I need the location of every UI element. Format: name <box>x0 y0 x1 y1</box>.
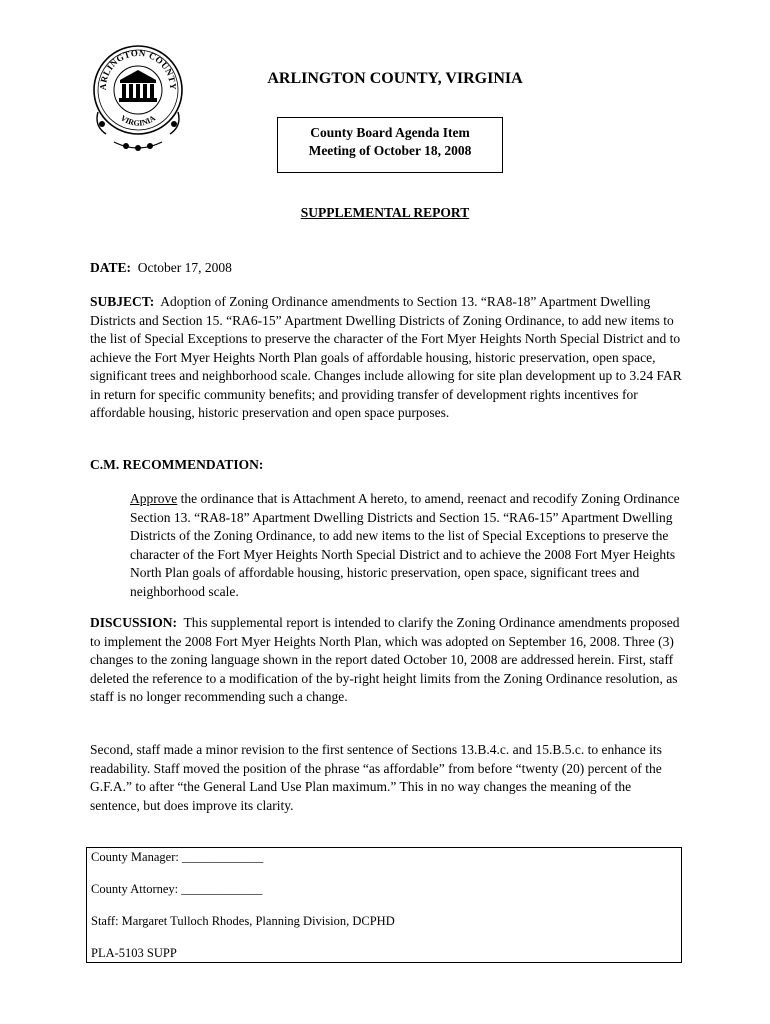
meeting-date: Meeting of October 18, 2008 <box>308 143 472 158</box>
arlington-county-seal <box>90 42 186 158</box>
discussion-paragraph-2: Second, staff made a minor revision to the first sentence of Sections 13.B.4.c. and 15.B.5.c. to enhance its readability. Staff moved the position of the phrase “as affordable” from before “twenty (20) percent of the G.F.A.” to after “the General Land Use Plan maximum.” This in no way changes the meaning of the sentence, but does improve its clarity. <box>90 742 662 813</box>
agenda-item-box <box>277 117 503 173</box>
seal-top-text: ARLINGTON COUNTY <box>97 47 179 91</box>
recommendation-paragraph <box>130 490 680 601</box>
county-attorney-line: County Attorney: _____________ <box>91 882 263 896</box>
report-code: PLA-5103 SUPP <box>91 946 177 960</box>
recommendation-text: the ordinance that is Attachment A hereto, to amend, reenact and recodify Zoning Ordinance Section 13. “RA8-18” Apartment Dwelling Districts and Section 15. “RA6-15” Apartment Dwelling Districts of the Zoning Ordinance, to add new items to the list of Special Exceptions to preserve the character of the Fort Myer Heights North Special District and to achieve the 2008 Fort Myer Heights North Plan goals of affordable housing, historic preservation, open space, significant trees and neighborhood scale. <box>130 491 680 599</box>
discussion-paragraph <box>90 614 682 707</box>
county-title: ARLINGTON COUNTY, VIRGINIA <box>267 70 523 87</box>
signature-box <box>86 847 682 963</box>
subject-label: SUBJECT: <box>90 294 155 309</box>
svg-text:VIRGINIA <box>119 113 157 127</box>
seal-bottom-text: VIRGINIA <box>118 113 158 128</box>
approve-word: Approve <box>130 491 178 506</box>
date-line <box>90 259 680 278</box>
staff-line: Staff: Margaret Tulloch Rhodes, Planning Division, DCPHD <box>91 914 395 928</box>
subject-text: Adoption of Zoning Ordinance amendments to Section 13. “RA8-18” Apartment Dwelling Districts and Section 15. “RA6-15” Apartment Dwelling Districts of Zoning Ordinance, to add new items to the list of Special Exceptions to preserve the character of the Fort Myer Heights North Special District and to achieve the Fort Myer Heights North Plan goals of affordable housing, historic preservation, open space, significant trees and neighborhood scale. Changes include allowing for site plan development up to 3.24 FAR in return for specific community benefits; and providing transfer of development rights incentives for affordable housing, historic preservation and open space purposes. <box>90 294 682 420</box>
date-value: October 17, 2008 <box>137 260 232 275</box>
agenda-item-label: County Board Agenda Item <box>310 125 470 140</box>
report-title: SUPPLEMENTAL REPORT <box>300 205 470 220</box>
subject-paragraph <box>90 293 682 423</box>
svg-text:ARLINGTON COUNTY <box>98 48 178 90</box>
date-label: DATE: <box>90 260 132 275</box>
recommendation-heading <box>90 456 680 475</box>
discussion-label: DISCUSSION: <box>90 615 178 630</box>
discussion-text: This supplemental report is intended to clarify the Zoning Ordinance amendments proposed to implement the 2008 Fort Myer Heights North Plan, which was adopted on September 16, 2008. Three (3) changes to the zoning language shown in the report dated October 10, 2008 are addressed herein. First, staff deleted the reference to a modification of the by-right height limits from the Zoning Ordinance resolution, as staff is no longer recommending such a change. <box>90 615 680 704</box>
county-manager-line: County Manager: _____________ <box>91 850 264 864</box>
recommendation-heading-text: C.M. RECOMMENDATION: <box>90 457 264 472</box>
